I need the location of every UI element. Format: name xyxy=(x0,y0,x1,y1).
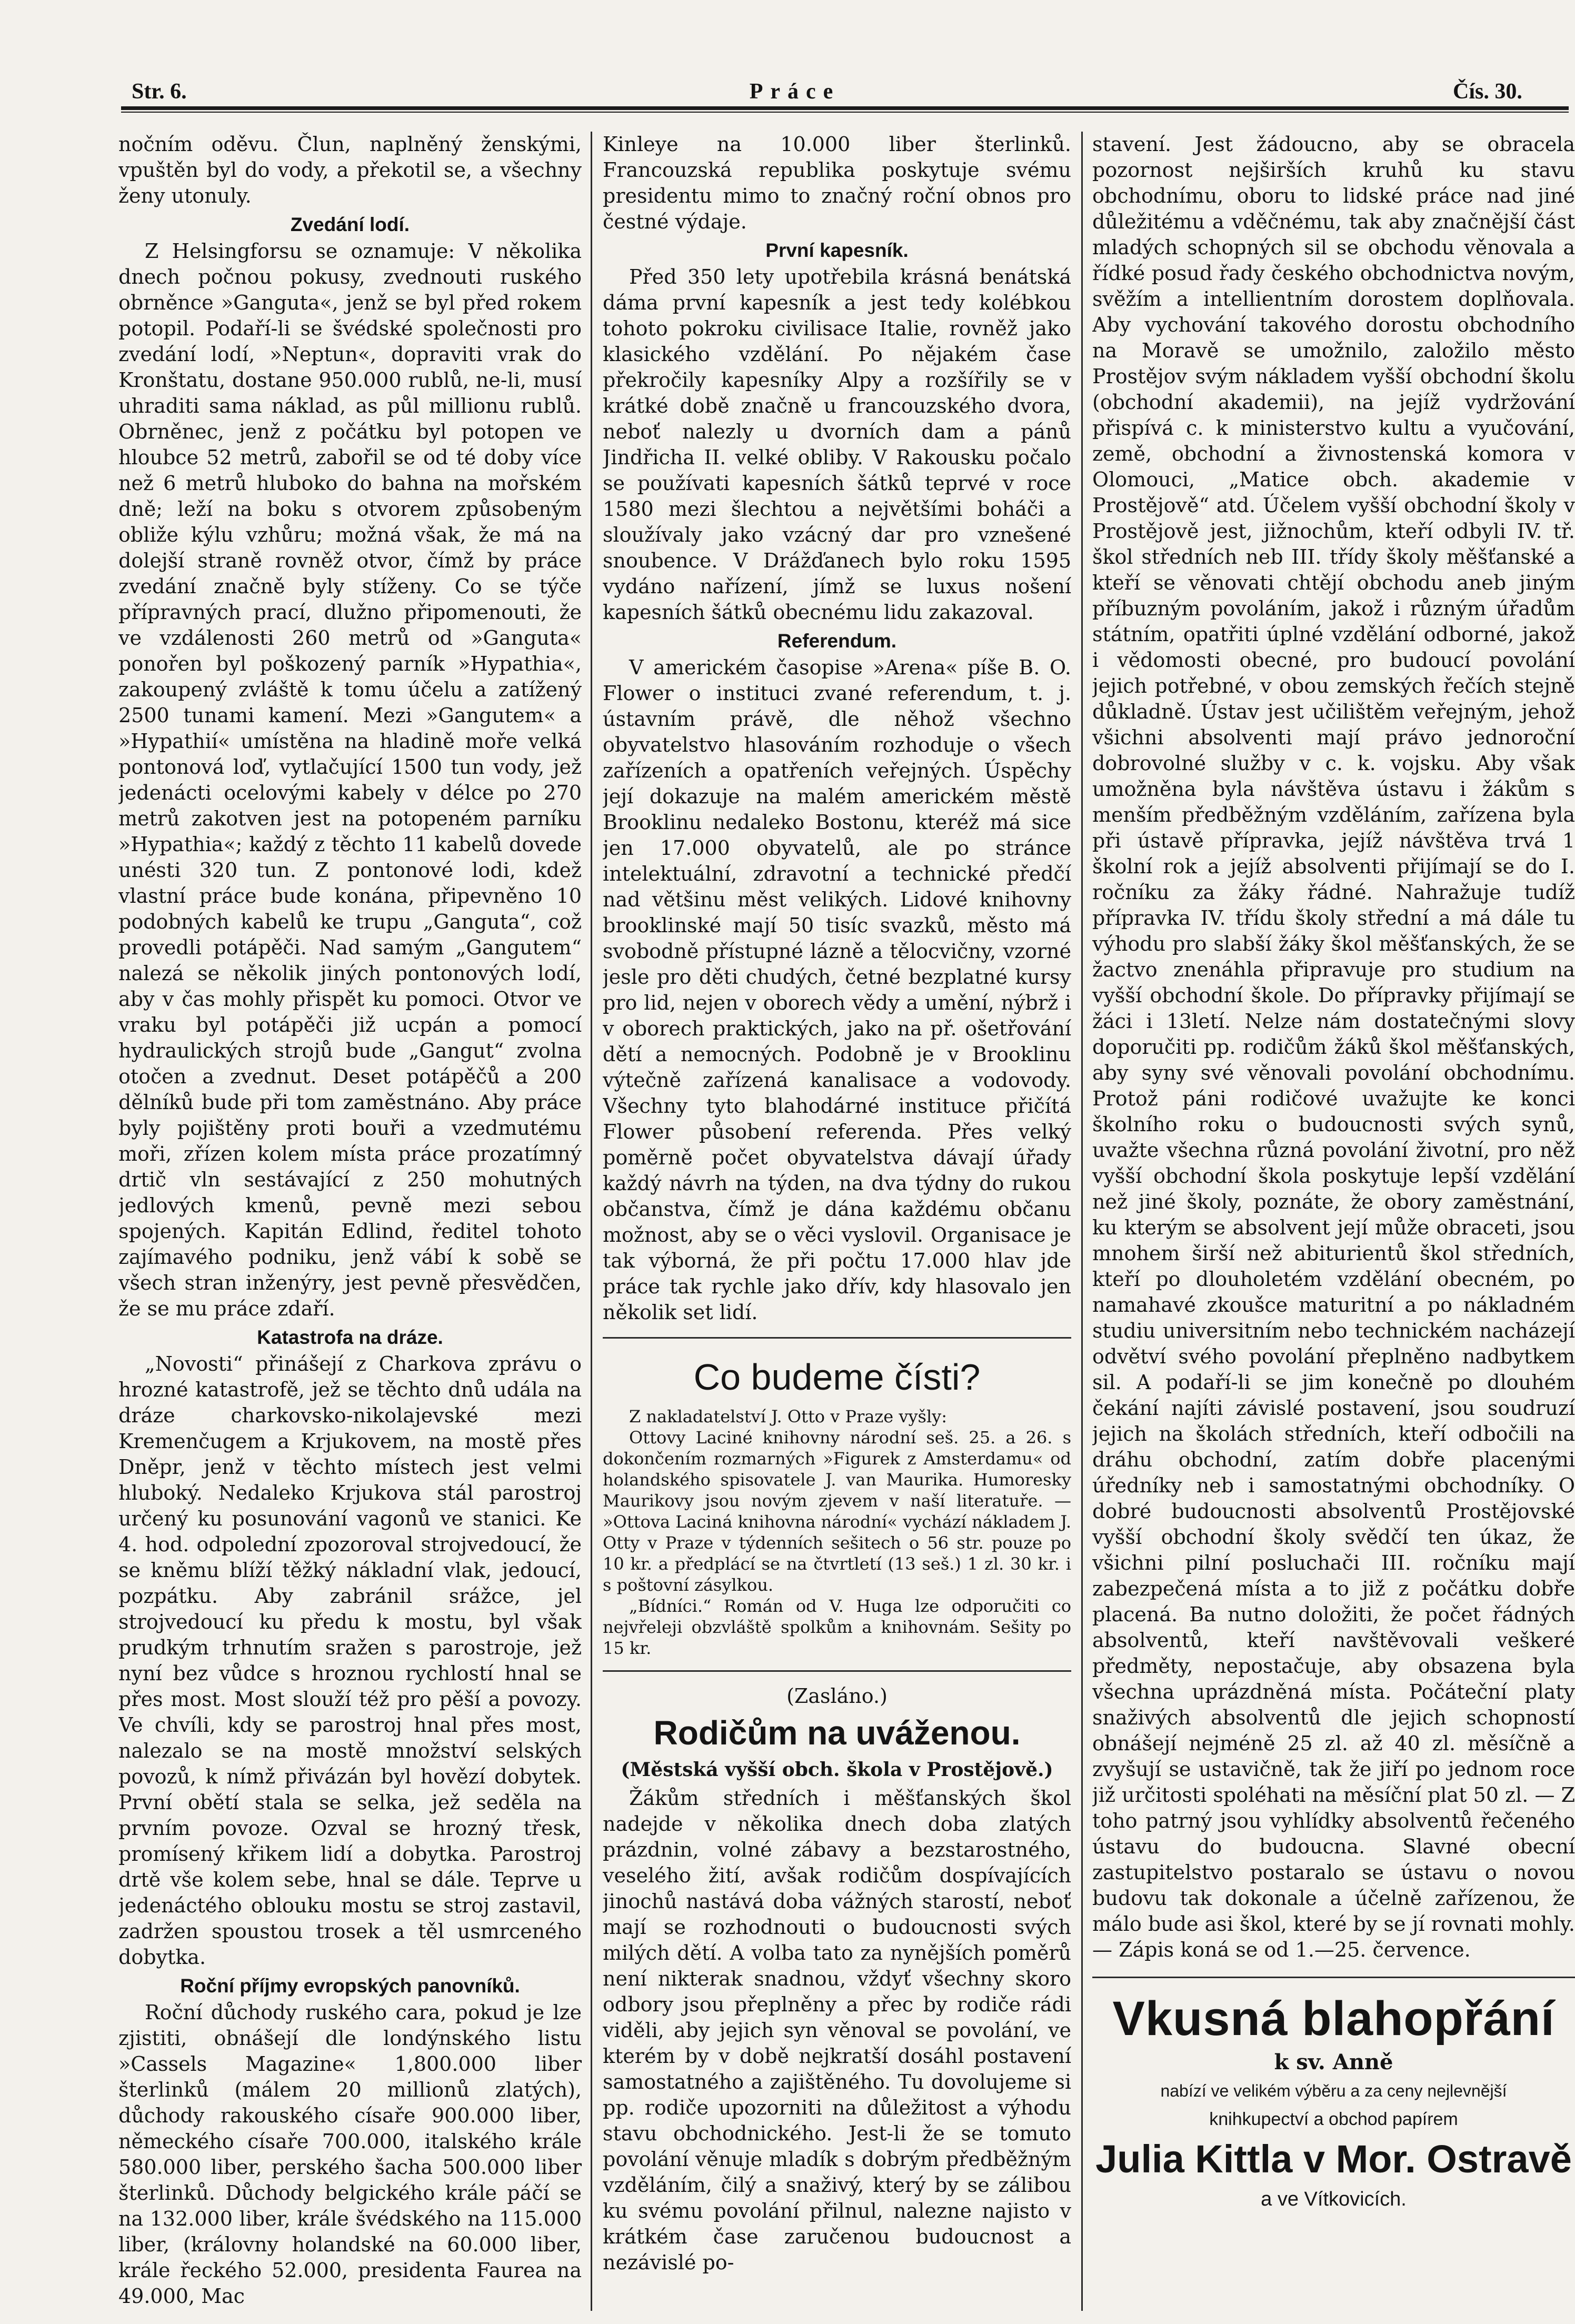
section-rule xyxy=(603,1337,1071,1339)
article-heading-kapesnik: První kapesník. xyxy=(765,240,909,261)
ad-subtitle: k sv. Anně xyxy=(1274,2050,1393,2074)
article-heading-katastrofa: Katastrofa na dráze. xyxy=(257,1326,443,1348)
ad-shop-name: Julia Kittla v Mor. Ostravě xyxy=(1095,2137,1572,2181)
page-number: Str. 6. xyxy=(132,79,187,104)
column-divider xyxy=(591,132,592,2311)
zaslano-label: (Zasláno.) xyxy=(786,1684,888,1708)
article-subheading-skola: (Městská vyšší obch. škola v Prostějově.) xyxy=(621,1759,1053,1781)
ad-line: knihkupectví a obchod papírem xyxy=(1209,2109,1458,2129)
column-3 xyxy=(1092,132,1575,2311)
column-divider xyxy=(1081,132,1083,2311)
book-notice-ottova: Ottovy Laciné knihovny národní seš. 25. a 26. s dokončením rozmarných »Figurek z Amsterdamu« od holandského spisovatele J. van Maurika. Humoresky Maurikovy jsou novým zjevem v naší literatuře. — »Ottova Laciná knihovna národní« vychází nákladem J. Otty v Praze v týdenních sešitech o 56 str. pouze po 10 kr. a předplácí se na čtvrtletí (13 seš.) 1 zl. 30 kr. i s poštovní zásylkou. xyxy=(603,1428,1071,1595)
article-body-zvedani: Z Helsingforsu se oznamuje: V několika dnech počnou pokusy, zvednouti ruského obrněnce »Ganguta«, jenž se byl před rokem potopil. Podaří-li se švédské společnosti pro zvedání lodí, »Neptun«, dopraviti vrak do Kronštatu, dostane 950.000 rublů, ne-li, musí uhraditi sama náklad, as půl millionu rublů. Obrněnec, jenž z počátku byl potopen ve hloubce 52 metrů, zabořil se od té doby více než 6 metrů hluboko do bahna na mořském dně; leží na boku s otvorem způsobeným obliže kýlu vzhůru; možná však, že má na dolejší straně rovněž otvor, čímž by práce zvedání značně byly stíženy. Co se týče přípravných prací, dlužno připomenouti, že ve vzdálenosti 260 metrů od »Ganguta« ponořen byl poškozený parník »Hypathia«, zakoupený zvláště k tomu účelu a zatížený 2500 tunami kamení. Mezi »Gangutem« a »Hypathií« umístěna na hladině moře velká pontonová loď, vytlačující 1500 tun vody, jež jedenácti ocelovými kabely v délce po 270 metrů zakotven jest na potopeném parníku »Hypathia«; každý z těchto 11 kabelů dovede unésti 320 tun. Z pontonové lodi, kdež vlastní práce bude konána, připevněno 10 podobných kabelů ke trupu „Ganguta“, což provedli potápěči. Nad samým „Gangutem“ nalezá se několik jiných pontonových lodí, aby v čas mohly přispět ku pomoci. Otvor ve vraku byl potápěči již ucpán a pomocí hydraulických strojů bude „Gangut“ zvolna otočen a zvednut. Deset potápěčů a 200 dělníků bude při tom zaměstnáno. Aby práce byly pojištěny proti bouři a vzedmutému moři, zřízen kolem místa práce prozatímný drtič vln sestávající z 250 mohutných jedlových kmenů, pevně mezi sebou spojených. Kapitán Edlind, ředitel tohoto zajímavého podniku, jenž vábí k sobě se všech stran inženýry, jest pevně přesvědčen, že se mu práce zdaří. xyxy=(118,240,582,1320)
article-body-kapesnik: Před 350 lety upotřebila krásná benátská dáma první kapesník a jest tedy kolébkou tohoto pokroku civilisace Italie, rovněž jako klasického vzdělání. Po nějakém čase překročily kapesníky Alpy a rozšířily se v krátké době značně u francouzského dvora, neboť nalezly u dvorních dam a pánů Jindřicha II. velké obliby. V Rakousku počalo se používati kapesních šátků teprvé v roce 1580 mezi šlechtou a největšími boháči a sloužívaly jako vzácný dar pro vznešené snoubence. V Drážďanech bylo roku 1595 vydáno nařízení, jímž se luxus nošení kapesních šátků obecnému lidu zakazoval. xyxy=(603,265,1071,624)
book-notice-intro: Z nakladatelství J. Otto v Praze vyšly: xyxy=(629,1407,948,1427)
article-heading-referendum: Referendum. xyxy=(777,630,897,652)
article-heading-prijmy: Roční příjmy evropských panovníků. xyxy=(180,1975,520,1997)
article-heading-rodicum: Rodičům na uváženou. xyxy=(653,1714,1021,1752)
book-notice-bidnici: „Bídníci.“ Román od V. Huga lze odporučiti co nejvřeleji obzvláště spolkům a knihovnám. Sešity po 15 kr. xyxy=(603,1596,1071,1658)
advertisement xyxy=(1092,1977,1575,2214)
issue-number: Čís. 30. xyxy=(1453,79,1522,104)
section-rule xyxy=(603,1670,1071,1672)
ad-line: a ve Vítkovicích. xyxy=(1261,2188,1407,2210)
ad-line: nabízí ve velikém výběru a za ceny nejlevnější xyxy=(1160,2081,1507,2100)
ad-title: Vkusná blahopřání xyxy=(1112,1992,1555,2046)
newspaper-title: Práce xyxy=(749,79,841,104)
article-continuation-rodicum: stavení. Jest žádoucno, aby se obracela pozornost nejširších kruhů ku stavu obchodnímu, oboru to lidské práce nad jiné důležitému a vděčnému, tak aby značnější část mladých schopných sil se obchodu věnovala a řídké posud řady českého obchodnictva novým, svěžím a intellientním dorostem doplňovala. Aby vychování takového dorostu obchodního na Moravě se umožnilo, založilo město Prostějov svým nákladem vyšší obchodní školu (obchodní akademii), na jejíž vydržování přispívá c. k ministerstvo kultu a vyučování, země, obchodní a živnostenská komora v Olomouci, „Matice obch. akademie v Prostějově“ atd. Účelem vyšší obchodní školy v Prostějově jest, jižnochům, kteří odbyli IV. tř. škol středních neb III. třídy školy měšťanské a kteří se věnovati chtějí obchodu aneb jiným příbuzným povoláním, jakož i různým úřadům státním, opatřiti úplné vzdělání odborné, jakož i vědomosti obecné, pro budoucí povolání jejich potřebné, v obou zemských řečích stejně důkladně. Ústav jest učilištěm veřejným, jehož všichni absolventi mají právo jednoroční dobrovolné služby v c. k. vojsku. Aby však umožněna byla návštěva ústavu i žákům s menším předběžným vzděláním, zařízena byla při ústavě přípravka, jejíž návštěva trvá 1 školní rok a jejíž absolventi přijímají se do I. ročníku za žáky řádné. Nahražuje tudíž přípravka IV. třídu školy střední a má dále tu výhodu pro slabší žáky škol měšťanských, že se žactvo znenáhla připravuje pro studium na vyšší obchodní škole. Do přípravky přijímají se žáci i 13letí. Nelze nám dostatečnými slovy doporučiti pp. rodičům žáků škol měšťanských, aby syny své věnovali povolání obchodnímu. Protož páni rodičové uvažujte ke konci školního roku o budoucnosti svých synů, uvažte všechna různá povolání životní, pro něž vyšší obchodní škola poskytuje lepší vzdělání než jiné školy, poznáte, že obory zaměstnání, ku kterým se absolvent její může obraceti, jsou mnohem širší než abiturientů škol středních, kteří po dlouholetém vzdělání obecném, po namahavé zkoušce maturitní a po nákladném studiu universitním nebo technickém nacházejí odvětví svého povolání přeplněno nadbytkem sil. A podaří-li se jim konečně po dlouhém čekání najíti závislé postavení, jsou soudruzí jejich na školách středních, kteří odbočili na dráhu obchodní, zatím dobře placenými úředníky neb i samostatnými obchodníky. O dobré budoucnosti absolventů Prostějovské vyšší obchodní školy svědčí ten úkaz, že všichni pilní posluchači III. ročníku mají zabezpečená místa a to již z počátku dobře placená. Ba nutno doložiti, že počet řádných absolventů, kteří navštěvovali veškeré předměty, nepostačuje, aby obsazena byla všechna uprázdněná místa. Počáteční platy snaživých absolventů dle jejich schopností obnášejí nejméně 25 zl. až 40 zl. měsíčně a zvyšují se ustavičně, tak že jiří po jednom roce již určitosti spoléhati na měsíční plat 50 zl. — Z toho patrný jsou vyhlídky absolventů řečeného ústavu do budoucna. Slavné obecní zastupitelstvo postaralo se ústavu o novou budovu tak dokonale a účelně zařízenou, že málo bude asi škol, které by se jí rovnati mohly. — Zápis koná se od 1.—25. července. xyxy=(1092,133,1575,1961)
section-heading-co-budeme-cisti: Co budeme čísti? xyxy=(693,1357,981,1398)
column-2 xyxy=(603,132,1071,2311)
article-body-katastrofa: „Novosti“ přinášejí z Charkova zprávu o hrozné katastrofě, jež se těchto dnů udála na dráze charkovsko-nikolajevské mezi Kremenčugem a Krjukovem, na mostě přes Dněpr, jenž v těchto místech jest velmi hluboký. Nedaleko Krjukova stál parostroj určený ku posunování vagonů ve stanici. Ke 4. hod. odpolední zpozoroval strojvedoucí, že se kněmu blíží těžký nákladní vlak, jedoucí, pozpátku. Aby zabránil srážce, jel strojvedoucí ku předu k mostu, byl však prudkým trhnutím sražen s parostroje, jež nyní bez vůdce s hroznou rychlostí hnal se přes most. Most slouží též pro pěší a povozy. Ve chvíli, kdy se parostroj hnal přes most, nalezalo se na mostě množství selských povozů, k nímž přivázán byl hovězí dobytek. První obětí stala se selka, jež seděla na prvním povoze. Ozval se hrozný třesk, promísený křikem lidí a dobytka. Parostroj drtě vše kolem sebe, hnal se dále. Teprve u jedenáctého oblouku mostu se stroj zastavil, zadržen spoustou trosek a těl usmrceného dobytka. xyxy=(118,1352,582,1969)
article-continuation: Kinleye na 10.000 liber šterlinků. Francouzská republika poskytuje svému presidentu mimo to značný roční obnos pro čestné výdaje. xyxy=(603,133,1071,233)
article-continuation: nočním oděvu. Člun, naplněný ženskými, vpuštěn byl do vody, a překotil se, a všechny ženy utonuly. xyxy=(118,133,582,207)
article-body-rodicum: Žákům středních i měšťanských škol nadejde v několika dnech doba zlatých prázdnin, volné zábavy a bezstarostného, veselého žití, avšak rodičům dospívajících jinochů nastává doba vážných starostí, neboť mají se rozhodnouti o budoucnosti svých milých dětí. A volba tato za nynějších poměrů není nikterak snadnou, vždyť všechny skoro odbory jsou přeplněny a přec by rodiče rádi viděli, aby jejich syn věnoval se povolání, ve kterém by v době nejkratší dosáhl postavení samostatného a zajištěného. Tu dovolujeme si pp. rodiče upozorniti na důležitost a výhodu stavu obchodnického. Jest-li že se tomuto povolání věnuje mladík s dobrým předběžným vzděláním, čilý a snaživý, který by se zálibou ku svému povolání přilnul, nalezne najisto v krátkém čase zaručenou budoucnost a nezávislé po- xyxy=(603,1787,1071,2274)
article-heading-zvedani: Zvedání lodí. xyxy=(290,214,410,235)
header-rule xyxy=(121,106,1569,113)
article-body-prijmy: Roční důchody ruského cara, pokud je lze zjistiti, obnášejí dle londýnského listu »Cassels Magazine« 1,800.000 liber šterlinků (málem 20 millionů zlatých), důchody rakouského císaře 900.000 liber, německého císaře 700.000, italského krále 580.000 liber, perského šacha 500.000 liber šterlinků. Důchody belgického krále páčí se na 132.000 liber, krále švédského na 115.000 liber, (královny holandské na 60.000 liber, krále řeckého 52.000, presidenta Faurea na 49.000, Mac xyxy=(118,2001,582,2308)
column-1 xyxy=(118,132,582,2311)
article-body-referendum: V americkém časopise »Arena« píše B. O. Flower o instituci zvané referendum, t. j. ústavním právě, dle něhož všechno obyvatelstvo hlasováním rozhoduje o všech zařízeních a opatřeních veřejných. Úspěchy její dokazuje na malém americkém městě Brooklinu nedaleko Bostonu, kteréž má sice jen 17.000 obyvatelů, ale po stránce intelektuální, zdravotní a technické předčí nad většinu měst velikých. Lidové knihovny brooklinské mají 50 tisíc svazků, město má svobodně přístupné lázně a tělocvičny, vzorné jesle pro děti chudých, četné bezplatné kursy pro lid, nejen v oborech vědy a umění, nýbrž i v oborech praktických, jako na př. ošetřování dětí a nemocných. Podobně je v Brooklinu výtečně zařízená kanalisace a vodovody. Všechny tyto blahodárné instituce přičítá Flower působení referenda. Přes velký poměrně počet obyvatelstva dávají úřady každý návrh na týden, na dva týdny do rukou občanstva, čímž je dána každému občanu možnost, aby se o věci vyslovil. Organisace je tak výborná, že při počtu 17.000 hlav jde práce tak rychle jako dřív, kdy hlasovalo jen několik set lidí. xyxy=(603,656,1071,1324)
